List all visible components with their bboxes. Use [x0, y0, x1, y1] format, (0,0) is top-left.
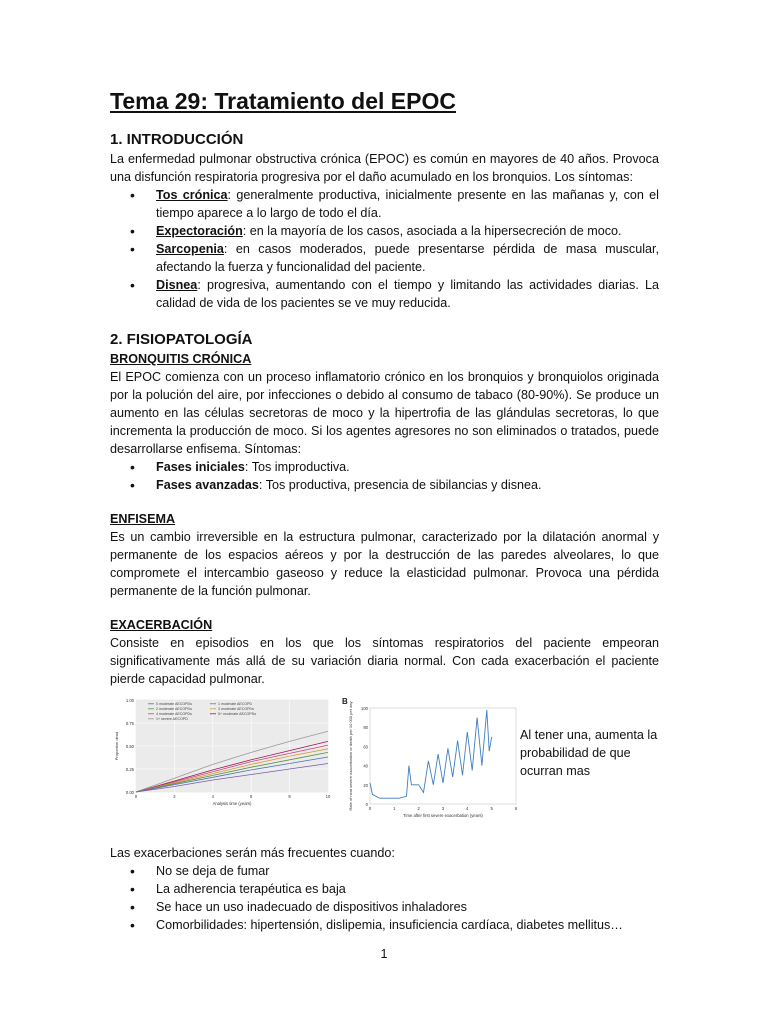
bronquitis-paragraph: El EPOC comienza con un proceso inflamatorio crónico en los bronquios y bronquiolos originada por la polución del aire, por infecciones o debido al consumo de tabaco (80-90%). Se produce un aumento en las células secretoras de moco y la hipertrofia de las glándulas secretoras, lo que incrementa la producción de moco. Si los agentes agresores no son eliminados o tratados, puede desarrollarse enfisema. Síntomas: — [110, 370, 659, 456]
y-tick-label: 20 — [363, 782, 368, 788]
subheading-exacerbacion: EXACERBACIÓN — [110, 618, 213, 632]
x-tick-label: 2 — [417, 806, 420, 811]
legend-entry: 4 moderate AECOPDs — [156, 712, 192, 716]
list-item: • Sarcopenia: en casos moderados, puede presentarse pérdida de masa muscular, afectando la fuerza y funcionalidad del paciente. — [156, 240, 659, 276]
page-number: 1 — [380, 947, 388, 961]
rate-chart — [340, 696, 520, 826]
y-tick-label: 40 — [363, 763, 368, 769]
list-item: • Se hace un uso inadecuado de dispositivos inhaladores — [156, 898, 659, 916]
rate-chart-svg — [340, 696, 520, 826]
legend-entry: 1+ severe AECOPD — [156, 717, 188, 721]
y-tick-label: 1.00 — [125, 698, 134, 703]
list-item: • Tos crónica: generalmente productiva, inicialmente presente en las mañanas y, con el tiempo aparece a lo largo de todo el día. — [156, 186, 659, 222]
x-tick-label: 5 — [490, 806, 493, 811]
bronquitis-list — [110, 458, 659, 494]
survival-chart — [110, 696, 332, 816]
y-tick-label: 80 — [363, 725, 368, 731]
side-note: Al tener una, aumenta la probabilidad de que ocurran mas — [520, 728, 658, 778]
symptoms-list — [110, 186, 659, 312]
list-item: • Disnea: progresiva, aumentando con el tiempo y limitando las actividades diarias. La calidad de vida de los pacientes se ve muy reducida. — [156, 276, 659, 312]
subheading-enfisema: ENFISEMA — [110, 512, 176, 526]
x-tick-label: 8 — [288, 794, 291, 799]
y-tick-label: 0.50 — [125, 744, 134, 749]
legend-entry: 1 moderate AECOPD — [218, 702, 253, 706]
y-axis-label: Rate of next severe exacerbation or death per 10 000 per day — [348, 701, 353, 811]
x-axis-label: Time after first severe exacerbation (years) — [403, 813, 483, 818]
enfisema-paragraph: Es un cambio irreversible en la estructura pulmonar, caracterizado por la dilatación anormal y permanente de los espacios aéreos y por la destrucción de las paredes alveolares, lo que compromete el intercambio gaseoso y reduce la elasticidad pulmonar. Provoca una pérdida permanente de la función pulmonar. — [110, 530, 659, 598]
x-tick-label: 4 — [466, 806, 469, 811]
list-item: • Expectoración: en la mayoría de los casos, asociada a la hipersecreción de moco. — [156, 222, 659, 240]
list-item: • La adherencia terapéutica es baja — [156, 880, 659, 898]
x-tick-label: 6 — [250, 794, 253, 799]
x-tick-label: 1 — [393, 806, 396, 811]
legend-entry: 3 moderate AECOPDs — [218, 707, 254, 711]
x-axis-label: Analysis time (years) — [212, 801, 252, 806]
page-title: Tema 29: Tratamiento del EPOC — [110, 88, 456, 114]
legend-entry: 0 moderate AECOPDs — [156, 702, 192, 706]
figures-row — [110, 696, 659, 828]
x-tick-label: 0 — [134, 794, 138, 799]
intro-paragraph: La enfermedad pulmonar obstructiva crónica (EPOC) es común en mayores de 40 años. Provoca una disfunción respiratoria progresiva por el daño acumulado en los bronquios. Los síntomas: — [110, 152, 659, 184]
y-tick-label: 0 — [365, 802, 368, 807]
y-tick-label: 60 — [363, 744, 368, 750]
list-item: • No se deja de fumar — [156, 862, 659, 880]
subheading-bronquitis: BRONQUITIS CRÓNICA — [110, 352, 252, 366]
y-tick-label: 0.25 — [125, 767, 134, 772]
x-tick-label: 3 — [441, 806, 445, 811]
legend-entry: 2 moderate AECOPDs — [156, 707, 192, 711]
x-tick-label: 10 — [325, 794, 331, 799]
y-tick-label: 0.75 — [125, 721, 134, 726]
x-tick-label: 2 — [173, 794, 176, 799]
plot-area — [370, 708, 516, 804]
x-tick-label: 6 — [514, 806, 518, 811]
frequent-intro: Las exacerbaciones serán más frecuentes cuando: — [110, 846, 395, 860]
legend-entry: 5+ moderate AECOPDs — [218, 712, 257, 716]
document-page — [110, 86, 659, 934]
x-tick-label: 4 — [211, 794, 214, 799]
list-item: • Comorbilidades: hipertensión, dislipemia, insuficiencia cardíaca, diabetes mellitus… — [156, 916, 659, 934]
section-heading-fisiopatologia: 2. FISIOPATOLOGÍA — [110, 331, 253, 348]
list-item: • Fases avanzadas: Tos productiva, presencia de sibilancias y disnea. — [156, 476, 659, 494]
section-heading-intro: 1. INTRODUCCIÓN — [110, 131, 244, 148]
frequent-list — [110, 862, 659, 934]
y-axis-label: Proportion dead — [114, 731, 119, 761]
x-tick-label: 0 — [368, 806, 372, 811]
exacerbacion-paragraph: Consiste en episodios en los que los síntomas respiratorios del paciente empeoran significativamente más allá de su variación diaria normal. Con cada exacerbación el paciente pierde capacidad pulmonar. — [110, 636, 659, 686]
y-tick-label: 100 — [361, 706, 368, 711]
y-tick-label: 0.00 — [125, 790, 134, 795]
chart-title: B — [342, 697, 348, 706]
survival-chart-svg — [110, 696, 332, 816]
list-item: • Fases iniciales: Tos improductiva. — [156, 458, 659, 476]
